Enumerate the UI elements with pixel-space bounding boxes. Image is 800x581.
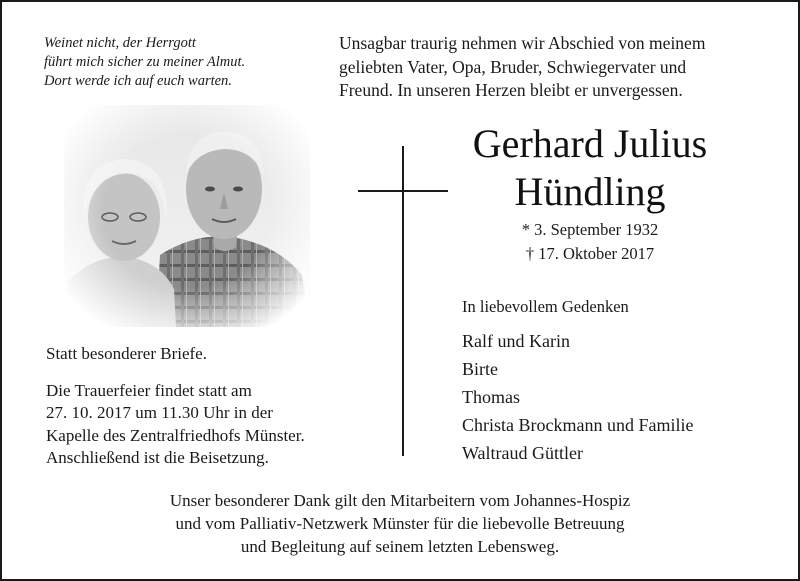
intro-line: Freund. In unseren Herzen bleibt er unvergessen. — [339, 80, 683, 100]
mourners-list — [462, 327, 693, 467]
cross-icon — [358, 146, 448, 456]
death-date: † 17. Oktober 2017 — [525, 244, 655, 263]
thanks-line: und vom Palliativ-Netzwerk Münster für die liebevolle Betreuung — [175, 514, 625, 533]
mourner-name: Waltraud Güttler — [462, 443, 584, 463]
funeral-line: Die Trauerfeier findet statt am — [46, 380, 252, 400]
memorial-quote — [44, 34, 245, 91]
deceased-surname: Hündling — [514, 169, 666, 214]
funeral-note: Statt besonderer Briefe. — [46, 344, 207, 363]
deceased-first-names: Gerhard Julius — [472, 121, 708, 166]
intro-line: Unsagbar traurig nehmen wir Abschied von meinem — [339, 33, 706, 53]
mourners-intro: In liebevollem Gedenken — [462, 297, 629, 316]
mourner-name: Birte — [462, 359, 498, 379]
deceased-name — [410, 120, 770, 216]
thanks-line: und Begleitung auf seinem letzten Lebensweg. — [240, 537, 560, 556]
life-dates — [410, 218, 770, 266]
funeral-line: 27. 10. 2017 um 11.30 Uhr in der — [46, 403, 273, 422]
farewell-intro — [339, 32, 705, 103]
birth-date: * 3. September 1932 — [521, 220, 659, 239]
intro-line: geliebten Vater, Opa, Bruder, Schwiegervater und — [339, 56, 687, 77]
quote-line: führt mich sicher zu meiner Almut. — [44, 54, 246, 70]
burial-note: Anschließend ist die Beisetzung. — [46, 448, 269, 467]
couple-photo — [64, 105, 310, 327]
funeral-info — [46, 343, 305, 470]
quote-line: Dort werde ich auf euch warten. — [44, 73, 232, 89]
spacer — [46, 366, 305, 380]
funeral-line: Kapelle des Zentralfriedhofs Münster. — [46, 425, 305, 445]
mourner-name: Thomas — [462, 387, 520, 407]
mourner-name: Christa Brockmann und Familie — [462, 415, 694, 435]
thanks-line: Unser besonderer Dank gilt den Mitarbeitern vom Johannes-Hospiz — [169, 491, 631, 510]
thanks-message — [40, 489, 760, 558]
mourner-name: Ralf und Karin — [462, 331, 570, 351]
quote-line: Weinet nicht, der Herrgott — [44, 35, 196, 51]
